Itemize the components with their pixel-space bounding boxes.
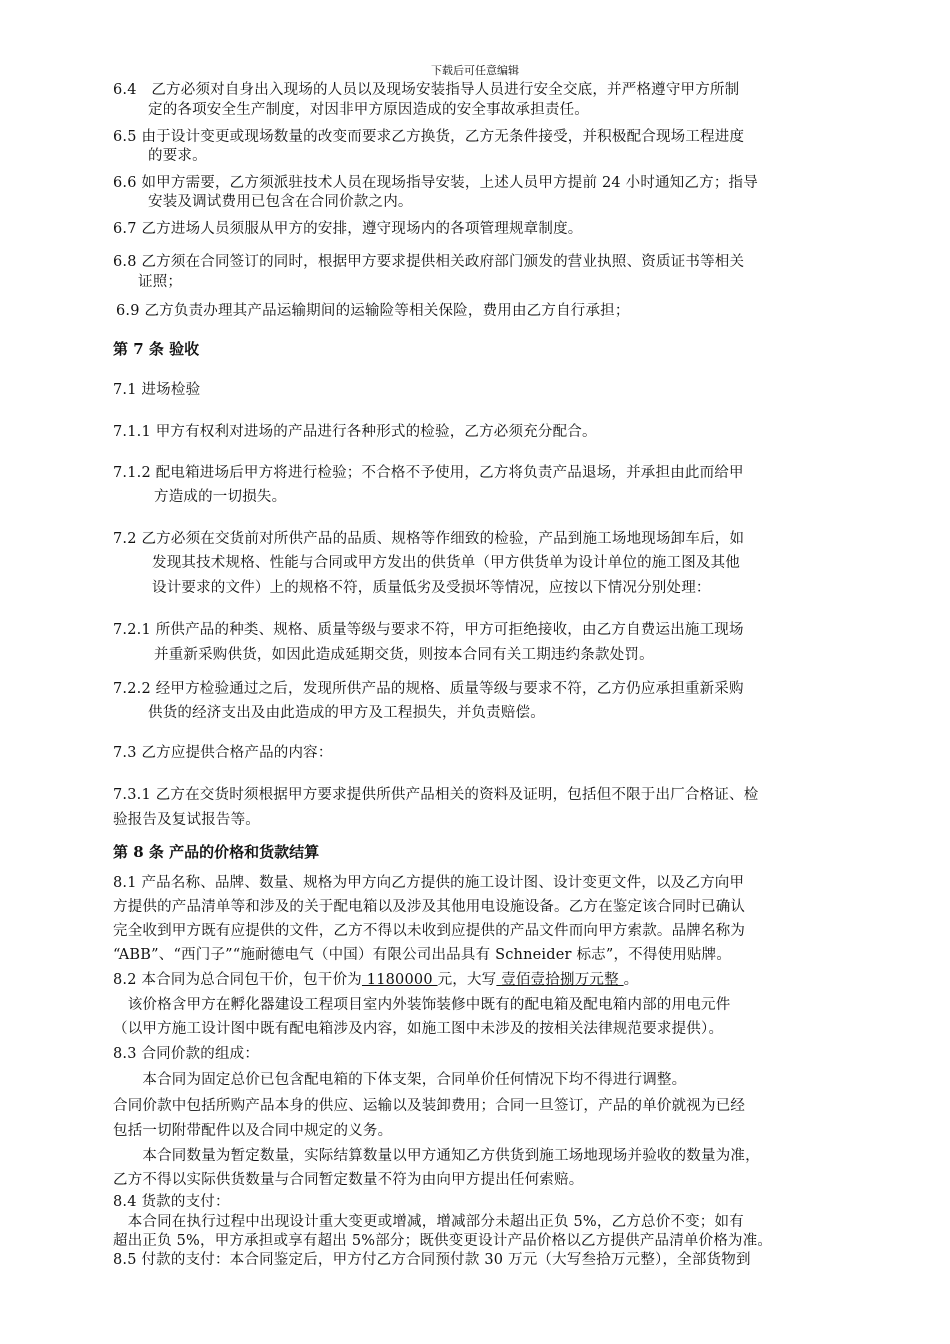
clause-6-5-line-2: 的要求。: [148, 148, 207, 164]
clause-8-2-line-3: （以甲方施工设计图中既有配电箱涉及内容，如施工图中未涉及的按相关法律规范要求提供）。: [113, 1021, 724, 1037]
clause-8-2-suffix: 。: [623, 972, 639, 988]
clause-7-2-1-line-1: 7.2.1 所供产品的种类、规格、质量等级与要求不符，甲方可拒绝接收，由乙方自费运出施工现场: [113, 622, 744, 638]
clause-7-1-2-line-1: 7.1.2 配电箱进场后甲方将进行检验；不合格不予使用，乙方将负责产品退场，并承担由此而给甲: [113, 465, 744, 481]
clause-7-3-1-line-2: 验报告及复试报告等。: [113, 812, 260, 828]
clause-8-4-line-1: 本合同在执行过程中出现设计重大变更或增减，增减部分未超出正负 5%，乙方总价不变；如有: [113, 1214, 744, 1230]
clause-8-2-line-2: 该价格含甲方在孵化器建设工程项目室内外装饰装修中既有的配电箱及配电箱内部的用电元件: [113, 997, 731, 1013]
clause-7-2-line-1: 7.2 乙方必须在交货前对所供产品的品质、规格等作细致的检验，产品到施工场地现场卸车后，如: [113, 531, 745, 547]
clause-7-1-1: 7.1.1 甲方有权利对进场的产品进行各种形式的检验，乙方必须充分配合。: [113, 424, 597, 440]
clause-7-3: 7.3 乙方应提供合格产品的内容：: [113, 745, 333, 761]
clause-8-2-prefix: 8.2 本合同为总合同包干价，包干价为: [113, 972, 362, 988]
clause-6-8-line-2: 证照；: [138, 274, 183, 290]
clause-6-7: 6.7 乙方进场人员须服从甲方的安排，遵守现场内的各项管理规章制度。: [113, 221, 583, 237]
contract-amount: 1180000: [361, 972, 438, 988]
section-7-title: 第 7 条 验收: [113, 340, 200, 358]
clause-6-5-line-1: 6.5 由于设计变更或现场数量的改变而要求乙方换货，乙方无条件接受，并积极配合现场工程进度: [113, 129, 745, 145]
clause-8-3-line-2: 合同价款中包括所购产品本身的供应、运输以及装卸费用；合同一旦签订，产品的单价就视为已经: [113, 1098, 746, 1114]
clause-8-2-middle: 元，大写: [437, 972, 497, 988]
clause-7-3-1-line-1: 7.3.1 乙方在交货时须根据甲方要求提供所供产品相关的资料及证明，包括但不限于出厂合格证、检: [113, 787, 759, 803]
clause-7-2-line-2: 发现其技术规格、性能与合同或甲方发出的供货单（甲方供货单为设计单位的施工图及其他: [152, 555, 740, 571]
clause-8-4-line-2: 超出正负 5%，甲方承担或享有超出 5%部分；既供变更设计产品价格以乙方提供产品清单价格为准。: [113, 1233, 773, 1249]
clause-8-1-line-4: “ABB”、“西门子”“施耐德电气（中国）有限公司出品具有 Schneider 标志”，不得使用贴牌。: [113, 947, 732, 963]
clause-7-2-line-3: 设计要求的文件）上的规格不符，质量低劣及受损坏等情况，应按以下情况分别处理：: [152, 580, 711, 596]
clause-6-4-line-1: 6.4 乙方必须对自身出入现场的人员以及现场安装指导人员进行安全交底，并严格遵守甲方所制: [113, 82, 740, 98]
clause-8-5: 8.5 付款的支付：本合同鉴定后，甲方付乙方合同预付款 30 万元（大写叁拾万元整），全部货物到: [113, 1252, 751, 1268]
clause-6-6-line-2: 安装及调试费用已包含在合同价款之内。: [148, 194, 413, 210]
clause-8-1-line-1: 8.1 产品名称、品牌、数量、规格为甲方向乙方提供的施工设计图、设计变更文件，以及乙方向甲: [113, 875, 745, 891]
clause-7-2-1-line-2: 并重新采购供货，如因此造成延期交货，则按本合同有关工期违约条款处罚。: [154, 647, 654, 663]
clause-7-1-2-line-2: 方造成的一切损失。: [154, 489, 287, 505]
header-note: 下载后可任意编辑: [431, 64, 519, 77]
clause-7-2-2-line-2: 供货的经济支出及由此造成的甲方及工程损失，并负责赔偿。: [148, 705, 545, 721]
clause-6-4-line-2: 定的各项安全生产制度，对因非甲方原因造成的安全事故承担责任。: [148, 102, 589, 118]
clause-8-2-line-1: [113, 970, 853, 990]
clause-8-1-line-2: 方提供的产品清单等和涉及的关于配电箱以及涉及其他用电设施设备。乙方在鉴定该合同时已确认: [113, 899, 746, 915]
clause-8-3-line-5: 乙方不得以实际供货数量与合同暂定数量不符为由向甲方提出任何索赔。: [113, 1172, 584, 1188]
clause-6-6-line-1: 6.6 如甲方需要，乙方须派驻技术人员在现场指导安装，上述人员甲方提前 24 小时通知乙方；指导: [113, 175, 758, 191]
contract-amount-words: 壹佰壹拾捌万元整: [496, 972, 624, 988]
clause-6-9: 6.9 乙方负责办理其产品运输期间的运输险等相关保险，费用由乙方自行承担；: [116, 303, 630, 319]
clause-6-8-line-1: 6.8 乙方须在合同签订的同时，根据甲方要求提供相关政府部门颁发的营业执照、资质证书等相关: [113, 254, 745, 270]
clause-8-3-line-4: 本合同数量为暂定数量，实际结算数量以甲方通知乙方供货到施工场地现场并验收的数量为准，: [113, 1148, 760, 1164]
clause-8-3-title: 8.3 合同价款的组成：: [113, 1046, 260, 1062]
clause-8-3-line-1: 本合同为固定总价已包含配电箱的下体支架，合同单价任何情况下均不得进行调整。: [113, 1072, 687, 1088]
section-8-title: 第 8 条 产品的价格和货款结算: [113, 843, 320, 861]
clause-8-1-line-3: 完全收到甲方既有应提供的文件，乙方不得以未收到应提供的产品文件而向甲方索款。品牌名称为: [113, 923, 746, 939]
clause-7-1: 7.1 进场检验: [113, 382, 201, 398]
clause-7-2-2-line-1: 7.2.2 经甲方检验通过之后，发现所供产品的规格、质量等级与要求不符，乙方仍应承担重新采购: [113, 681, 744, 697]
clause-8-3-line-3: 包括一切附带配件以及合同中规定的义务。: [113, 1123, 393, 1139]
clause-8-4-title: 8.4 货款的支付：: [113, 1194, 230, 1210]
